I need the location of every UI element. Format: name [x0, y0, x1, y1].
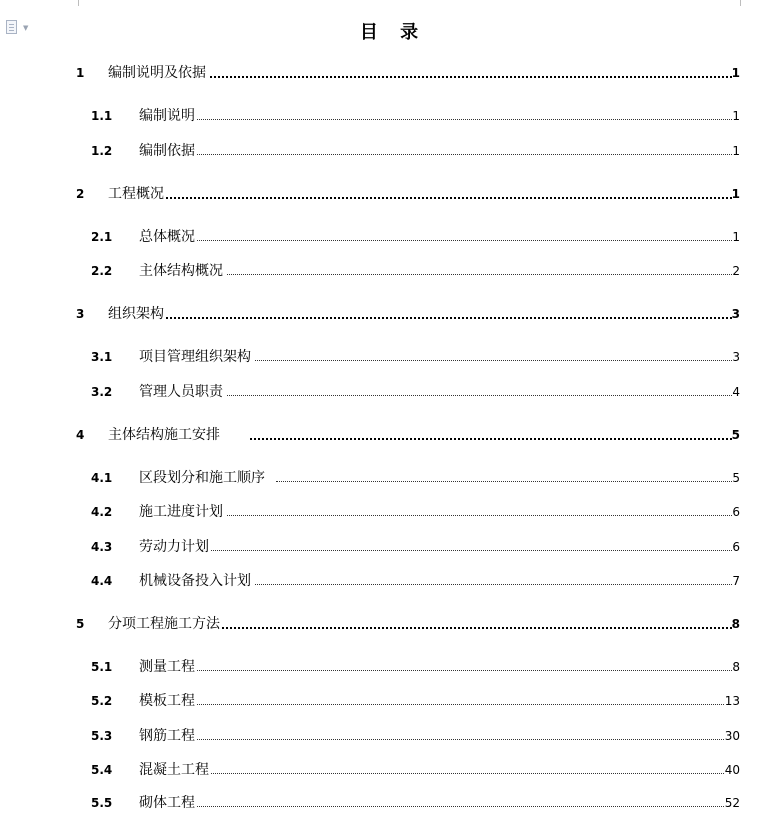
toc-entry-page: 8 — [731, 617, 740, 631]
toc-leader-dots — [197, 106, 732, 120]
toc-entry[interactable] — [0, 63, 778, 83]
chevron-down-icon: ▼ — [23, 24, 29, 32]
toc-entry-page: 3 — [732, 350, 740, 364]
toc-entry-page: 7 — [732, 574, 740, 588]
toc-entry-title: 主体结构概况 — [139, 263, 223, 279]
toc-entry-page: 52 — [724, 796, 740, 810]
toc-entry-number: 3 — [76, 307, 85, 321]
toc-entry-title: 编制说明及依据 — [108, 65, 206, 81]
toc-leader-dots — [227, 261, 732, 275]
toc-entry-title: 项目管理组织架构 — [139, 349, 251, 365]
toc-entry-title: 模板工程 — [139, 693, 195, 709]
toc-entry-number: 5.4 — [91, 763, 113, 777]
toc-entry[interactable] — [0, 347, 778, 367]
toc-entry-page: 8 — [732, 660, 740, 674]
toc-entry-number: 5 — [76, 617, 85, 631]
toc-entry-title: 管理人员职责 — [139, 384, 223, 400]
toc-entry-page: 1 — [732, 109, 740, 123]
toc-leader-dots — [197, 793, 724, 807]
toc-entry-page: 2 — [732, 264, 740, 278]
toc-entry-page: 1 — [731, 66, 740, 80]
toc-entry[interactable] — [0, 502, 778, 522]
toc-entry[interactable] — [0, 793, 778, 813]
toc-entry[interactable] — [0, 106, 778, 126]
toc-entry-number: 4.4 — [91, 574, 113, 588]
toc-entry-title: 机械设备投入计划 — [139, 573, 251, 589]
toc-entry-title: 测量工程 — [139, 659, 195, 675]
toc-entry[interactable] — [0, 657, 778, 677]
toc-leader-dots — [166, 184, 732, 199]
toc-entry[interactable] — [0, 468, 778, 488]
page-corner-mark-left — [52, 0, 79, 6]
toc-entry-title: 区段划分和施工顺序 — [139, 470, 265, 486]
toc-entry-title: 分项工程施工方法 — [108, 616, 220, 632]
toc-entry-number: 3.1 — [91, 350, 113, 364]
toc-entry-title: 钢筋工程 — [139, 728, 195, 744]
toc-entry[interactable] — [0, 261, 778, 281]
toc-entry-title: 组织架构 — [108, 306, 164, 322]
toc-entry-page: 4 — [732, 385, 740, 399]
toc-entry-number: 4 — [76, 428, 85, 442]
toc-leader-dots — [227, 382, 732, 396]
toc-entry-title: 总体概况 — [139, 229, 195, 245]
toc-entry-page: 1 — [732, 230, 740, 244]
toc-entry-page: 30 — [724, 729, 740, 743]
toc-entry-title: 施工进度计划 — [139, 504, 223, 520]
toc-entry-number: 1.2 — [91, 144, 113, 158]
toc-entry-number: 5.3 — [91, 729, 113, 743]
toc-entry-page: 3 — [731, 307, 740, 321]
toc-entry[interactable] — [0, 760, 778, 780]
toc-entry-number: 4.3 — [91, 540, 113, 554]
toc-entry[interactable] — [0, 227, 778, 247]
toc-entry[interactable] — [0, 382, 778, 402]
toc-leader-dots — [197, 657, 732, 671]
toc-entry-number: 4.1 — [91, 471, 113, 485]
toc-leader-dots — [276, 468, 732, 482]
toc-leader-dots — [197, 227, 732, 241]
toc-entry[interactable] — [0, 537, 778, 557]
toc-entry-number: 5.2 — [91, 694, 113, 708]
toc-entry-title: 编制说明 — [139, 108, 195, 124]
toc-entry-number: 5.5 — [91, 796, 113, 810]
toc-entry-title: 劳动力计划 — [139, 539, 209, 555]
toc-entry-number: 2.1 — [91, 230, 113, 244]
toc-entry-number: 1 — [76, 66, 85, 80]
toc-leader-dots — [255, 347, 732, 361]
toc-entry-number: 1.1 — [91, 109, 113, 123]
toc-entry[interactable] — [0, 614, 778, 634]
toc-entry[interactable] — [0, 141, 778, 161]
toc-leader-dots — [197, 726, 724, 740]
toc-entry[interactable] — [0, 571, 778, 591]
toc-entry-page: 5 — [731, 428, 740, 442]
toc-leader-dots — [211, 537, 732, 551]
toc-entry-title: 编制依据 — [139, 143, 195, 159]
toc-leader-dots — [211, 760, 724, 774]
toc-entry-number: 5.1 — [91, 660, 113, 674]
toc-leader-dots — [166, 304, 732, 319]
toc-entry-number: 3.2 — [91, 385, 113, 399]
toc-entry-page: 40 — [724, 763, 740, 777]
page-title: 目 录 — [359, 22, 427, 43]
toc-entry-title: 混凝土工程 — [139, 762, 209, 778]
toc-entry[interactable] — [0, 691, 778, 711]
toc-leader-dots — [210, 63, 732, 78]
toc-entry-page: 5 — [732, 471, 740, 485]
toc-entry-title: 工程概况 — [108, 186, 164, 202]
toc-entry-number: 4.2 — [91, 505, 113, 519]
toc-leader-dots — [250, 425, 732, 440]
toc-entry-page: 13 — [724, 694, 740, 708]
toc-entry[interactable] — [0, 425, 778, 445]
page-corner-mark-right — [740, 0, 767, 6]
toc-entry[interactable] — [0, 304, 778, 324]
toc-entry[interactable] — [0, 184, 778, 204]
toc-entry-page: 6 — [732, 505, 740, 519]
toc-entry-number: 2.2 — [91, 264, 113, 278]
toc-leader-dots — [197, 141, 732, 155]
toc-entry[interactable] — [0, 726, 778, 746]
toc-entry-page: 1 — [731, 187, 740, 201]
toc-leader-dots — [197, 691, 724, 705]
toc-leader-dots — [222, 614, 732, 629]
toc-entry-title: 砌体工程 — [139, 795, 195, 811]
toc-leader-dots — [255, 571, 732, 585]
toc-entry-page: 6 — [732, 540, 740, 554]
toc-leader-dots — [227, 502, 732, 516]
toc-entry-number: 2 — [76, 187, 85, 201]
toc-entry-page: 1 — [732, 144, 740, 158]
toc-entry-title: 主体结构施工安排 — [108, 427, 220, 443]
